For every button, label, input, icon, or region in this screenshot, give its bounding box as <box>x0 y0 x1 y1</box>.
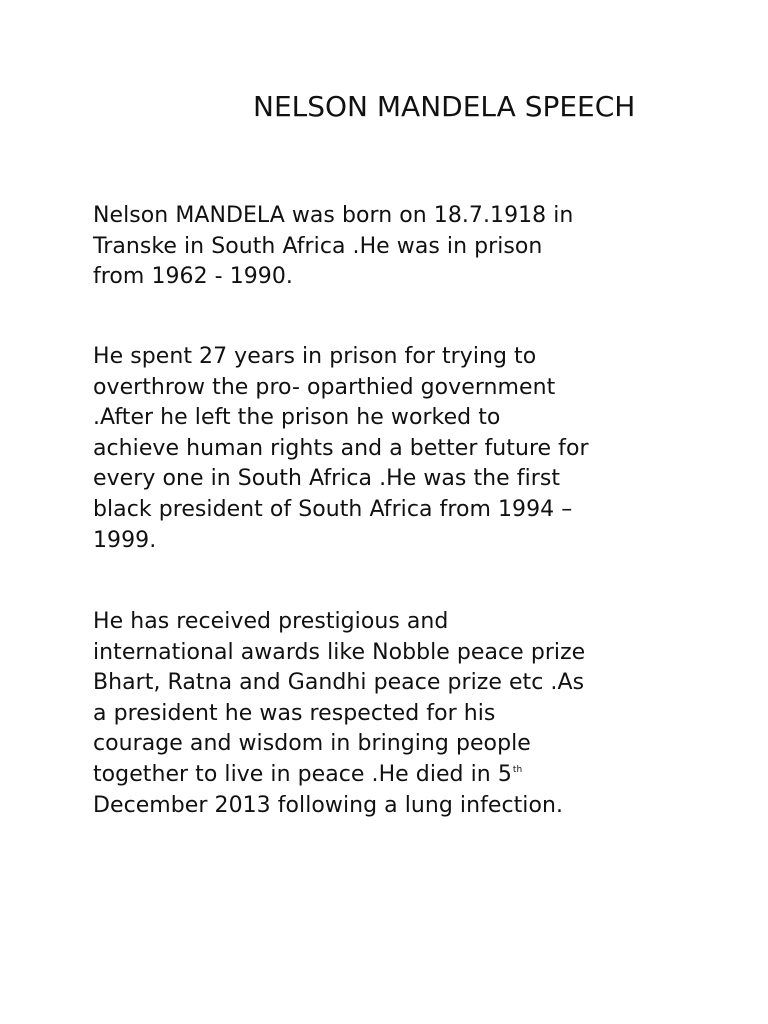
text-line: every one in South Africa .He was the first <box>93 466 561 492</box>
text-line: a president he was respected for his <box>93 700 496 726</box>
text-line: Transke in South Africa .He was in prison <box>93 233 543 259</box>
text-line: achieve human rights and a better future for <box>93 435 589 461</box>
text-line: He has received prestigious and <box>93 609 449 634</box>
text-line: overthrow the pro- oparthied government <box>93 374 556 400</box>
text-line: black president of South Africa from 1994 – <box>93 496 573 522</box>
text-line: He spent 27 years in prison for trying to <box>93 344 537 369</box>
document-title: NELSON MANDELA SPEECH <box>253 90 636 123</box>
paragraph-prison <box>93 342 683 556</box>
text-line: 1999. <box>93 527 157 553</box>
text-line: Bhart, Ratna and Gandhi peace prize etc .As <box>93 670 585 696</box>
paragraph-awards <box>93 607 683 821</box>
paragraph-birth <box>93 201 683 293</box>
text-line: .After he left the prison he worked to <box>93 405 501 431</box>
text-line: international awards like Nobble peace prize <box>93 639 586 665</box>
text-line-content: together to live in peace .He died in 5 <box>93 761 512 787</box>
text-line: December 2013 following a lung infection. <box>93 792 564 818</box>
text-line: Nelson MANDELA was born on 18.7.1918 in <box>93 203 574 228</box>
text-line <box>93 760 683 791</box>
text-line: courage and wisdom in bringing people <box>93 731 531 757</box>
ordinal-suffix: th <box>512 764 523 775</box>
text-line: from 1962 - 1990. <box>93 264 293 290</box>
